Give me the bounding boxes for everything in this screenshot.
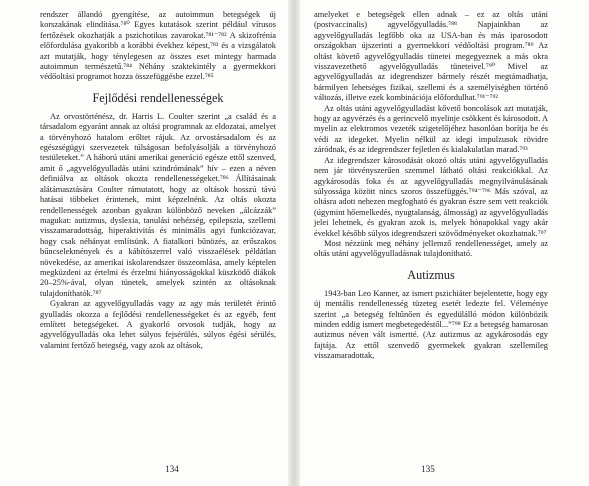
section-heading-fejlodesi: Fejlődési rendellenességek (92, 90, 224, 105)
section-heading-autizmus: Autizmus (407, 267, 455, 282)
right-paragraph-2: Az oltás utáni agyvelőgyulladást kővető boncolások azt mutatják, hogy az agyvérzés és a gerincvelő myelinje csökkent és károsodott. A myelin az elektromos vezeték szigetelőjéhez hasonlóan borítja be és védi az idegeket. Myelin nélkül az idegi impulzusok rövidre záródnak, és az idegrendszer fejletlen és kialakulatlan marad.⁷⁹³ (314, 103, 548, 155)
left-paragraph-3: Gyakran az agyvelőgyulladás vagy az agy más területét érintő gyulladás okozza a fejlődési rendellenességeket és az egyéb, fent említett betegségeket. A gyakorló orvosok tudják, hogy az agyvelőgyulladás oka lehet súlyos fejsérülés, súlyos égési sérülés, valamint fertőző betegség, vagy azok az oltások, (40, 299, 276, 350)
right-paragraph-4: Most nézzünk meg néhány jellemző rendellenességet, amely az oltás utáni agyvelőgyulladásnak tulajdonítható. (314, 238, 548, 259)
right-paragraph-5: 1943-ban Leo Kanner, az ismert pszichiáter bejelentette, hogy egy új mentális rendellenesség tüzeteg esetét ledezte fel. Véleménye szerint „a betegség feltűnően és egyedülálló módon különbözik minden eddig ismert megbetegedéstől...”⁷⁹⁸ Ez a betegség hamarosan autizmus néven vált ismertté. (Az autizmus az agykárosodás egy fajtája. Az ettől szenvedő gyermekek gyakran szellemileg visszamaradottak, (314, 288, 548, 361)
left-paragraph-1: rendszer állandó gyengítése, az autoimmun betegségek új korszakának elindítása.⁷⁸⁰ Egyes kutatások szerint például vírusos fertőzések okozhatják a pszichotikus zavarokat.⁷⁸¹⁻⁷⁸² A skizofrénia előfordulása gyakoribb a korábbi évekhez képest,⁷⁸³ és a vizsgálatok azt mutatják, hogy ténylegesen az összes eset mintegy harmada autoimmun természetű.⁷⁸⁴ Néhány szaktekintély a gyermekkori védőoltási programot hozza összefüggésbe ezzel.⁷⁸⁵ (40, 10, 276, 82)
right-paragraph-1: amelyeket e betegségek ellen adnak – ez az oltás utáni (postvaccinalis) agyvelőgyulladás.⁷⁸⁸ Napjainkban az agyvelőgyulladás legfőbb oka az USA-ban és más iparosodott országokban újszerinti a gyermekkori védőoltási program.⁷⁸⁹ Az oltást követő agyvelőgyulladás tünetei megegyeznek a más okra visszavezethető agyvelőgyulladás tüneteivel.⁷⁹⁰ Mivel az agyvelőgyulladás az idegrendszer bármely részét megtámadhatja, bármilyen lehetséges fizikai, szellemi és a személyiségben történő változás, illetve ezek kombinációja előfordulhat.⁷⁹¹⁻⁷⁹² (314, 10, 548, 103)
page-number-right: 135 (421, 464, 435, 474)
page-number-left: 134 (165, 464, 179, 474)
left-paragraph-2: Az orvostörténész, dr. Harris L. Coulter szerint „a család és a társadalom egyaránt annak az oltási programnak az eldozatai, amelyet a törvényhozó hatalom erőltet rájuk. Az orvostársadalom és az egészségügyi szervezetek túlságosan befolyásolják a törvényhozó testületeket.” A háború utáni amerikai generáció egésze ettől szenved, amit ő „agyvelőgyulladás utáni szindrómának” hív – ezen a néven definiálva az oltások okozta rendellenességeket.⁷⁸⁶ Állításainak alátámasztására Coulter rámutatott, hogy az oltások hosszú távú hatásai többeket érintenek, mint képzelnénk. Az oltás okozta rendellenességek azonban gyakran különböző neveken „álcázzák” magukat: autizmus, dyslexia, tanulási nehézség, epilepszia, szellemi visszamaradottság, hiperaktivitás és minimális agyi funkciózavar, hogy csak néhányat említsünk. A fiatalkori bűnözés, az erőszakos bűncselekmények és a kábítószerrel való visszaélések példátlan növekedése, az amerikai iskolarendszer összeomlása, amely képtelen megküzdeni az értelmi és érzelmi hiányosságokkal küszködő diákok 20–25%-ával, olyan tünetek, amelyek szintén az oltásoknak tulajdoníthatók.⁷⁸⁷ (40, 111, 276, 298)
left-page (0, 0, 290, 486)
right-page (298, 0, 588, 486)
right-paragraph-3: Az idegrendszer károsodását okozó oltás utáni agyvelőgyulladás nem jár törvényszerűen szemmel látható oltási reakciókkal. Az agykárosodás foka és az agyvelőgyulladás megnyilvánulásának súlyossága között nincs szoros összefüggés.⁷⁹⁴⁻⁷⁹⁶ Más szóval, az oltásra adott nehezen megfogható és gyakran észre sem vett reakciók (úgymint hőemelkedés, nyugtalanság, álmosság) az agyvelőgyulladás jelei lehetnek, és gyakran azok is, melyek hónapokkal vagy akár évekkel később súlyos idegrendszeri szövődményeket okozhatnak.⁷⁹⁷ (314, 155, 548, 238)
